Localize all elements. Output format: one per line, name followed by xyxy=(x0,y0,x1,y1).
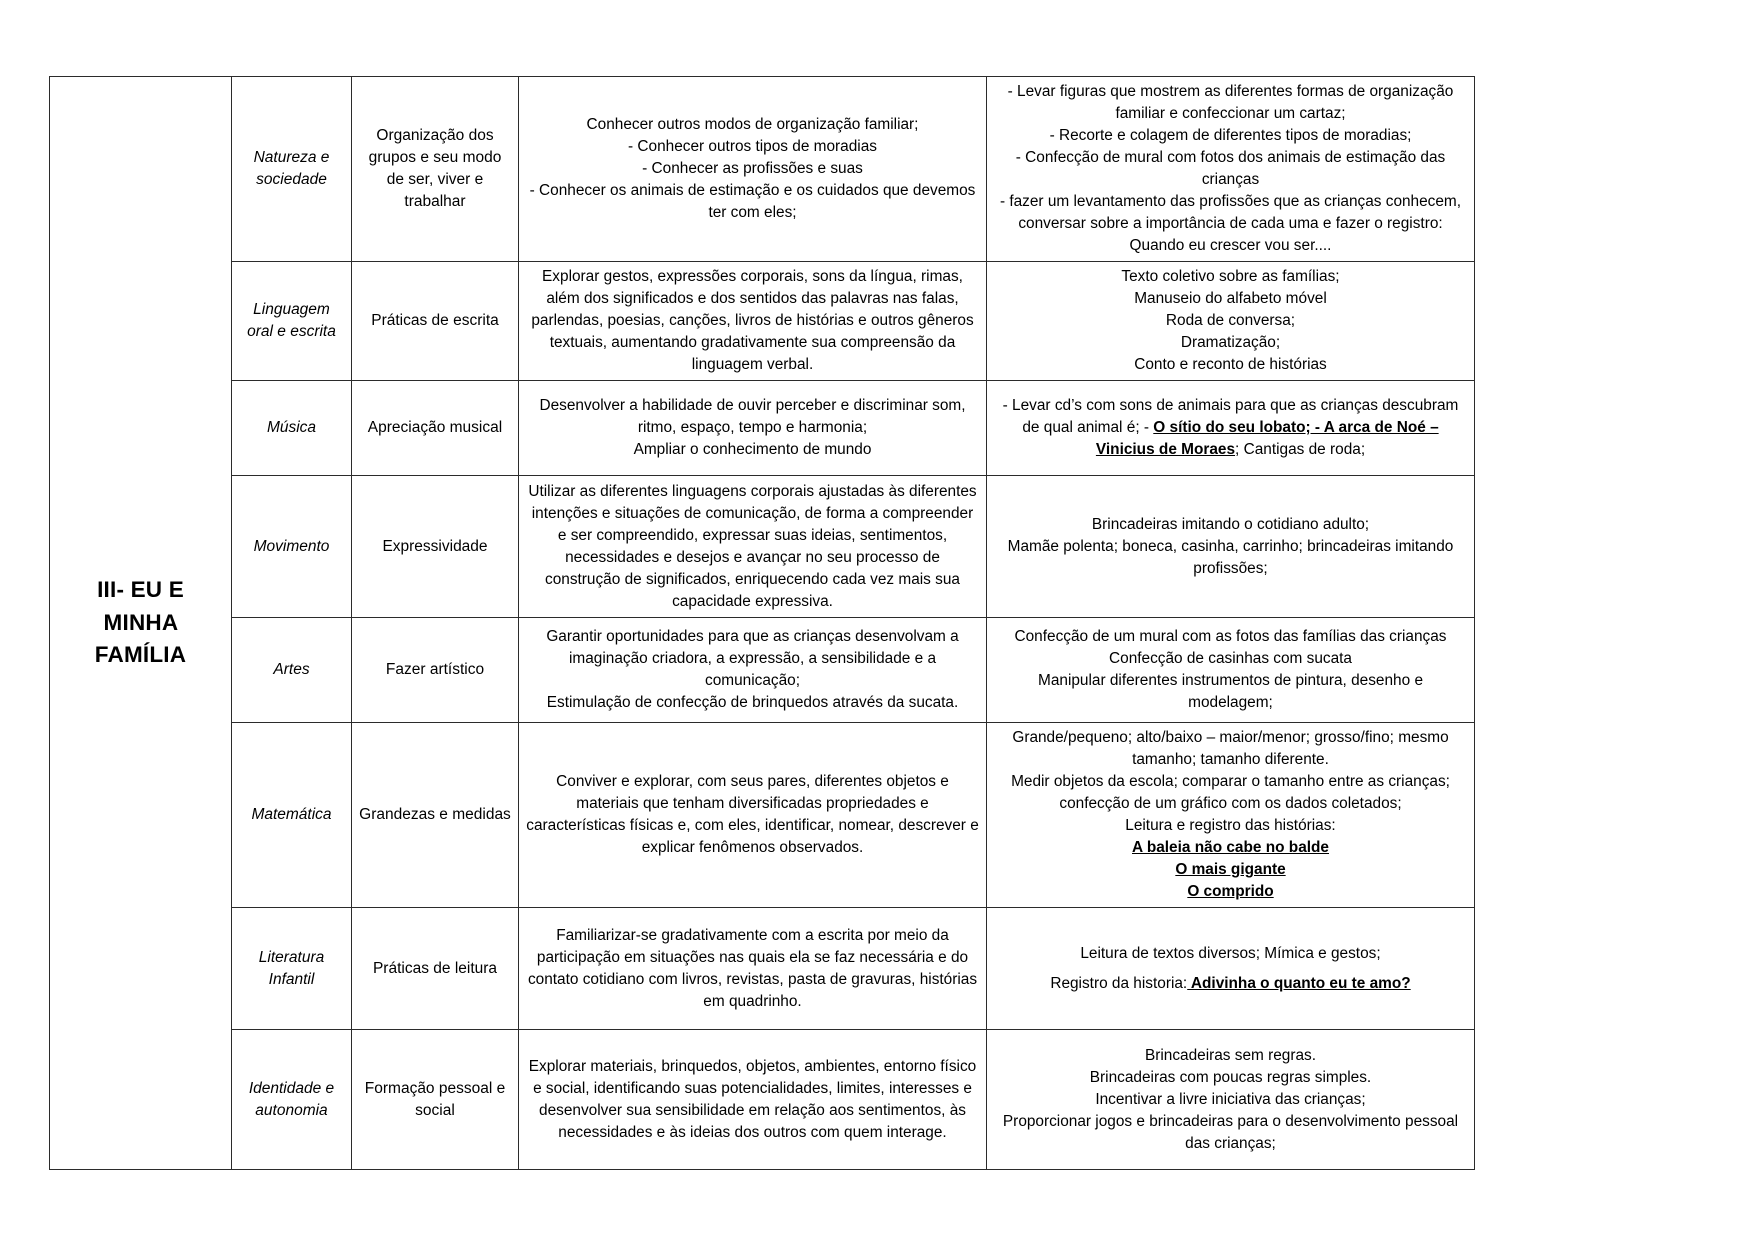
activity-line: Conto e reconto de histórias xyxy=(1134,356,1327,374)
objectives-cell: Explorar gestos, expressões corporais, sons da língua, rimas, além dos significados e dos sentidos das palavras nas falas, parlendas, poesias, canções, livros de histórias e outros gêneros textuais, aumentando gradativamente sua compreensão da linguagem verbal. xyxy=(519,262,987,381)
area-line: Matemática xyxy=(251,806,332,824)
activity-fragment: Registro da historia: xyxy=(1050,975,1188,993)
theme-title-line-1: III- EU E xyxy=(97,577,184,603)
objective-line: - Conhecer outros tipos de moradias xyxy=(628,138,877,156)
objectives-cell: Familiarizar-se gradativamente com a escrita por meio da participação em situações nas quais ela se faz necessária e do contato cotidiano com livros, revistas, pasta de gravuras, histórias em quadrinho. xyxy=(519,908,987,1030)
objectives-cell: Utilizar as diferentes linguagens corporais ajustadas às diferentes intenções e situações de comunicação, de forma a compreender e ser compreendido, expressar suas ideias, sentimentos, necessidades e desejos e avançar no seu processo de construção de significados, enriquecendo cada vez mais sua capacidade expressiva. xyxy=(519,476,987,618)
activity-book-title: A baleia não cabe no balde xyxy=(1132,839,1329,857)
activity-line xyxy=(994,973,1467,995)
area-line: Literatura xyxy=(258,949,325,967)
activity-line: Brincadeiras com poucas regras simples. xyxy=(1089,1068,1372,1086)
activity-line: Brincadeiras sem regras. xyxy=(1144,1046,1317,1064)
activity-line: Mamãe polenta; boneca, casinha, carrinho; brincadeiras imitando profissões; xyxy=(1007,537,1454,577)
activity-line: Roda de conversa; xyxy=(1165,312,1296,330)
objectives-cell xyxy=(519,77,987,262)
objective-line: Garantir oportunidades para que as crianças desenvolvam a imaginação criadora, a expressão, a sensibilidade e a comunicação; xyxy=(546,628,959,690)
activity-line: Incentivar a livre iniciativa das crianças; xyxy=(1095,1090,1366,1108)
area-line: Música xyxy=(266,419,317,437)
activity-line: Medir objetos da escola; comparar o tamanho entre as crianças; confecção de um gráfico com os dados coletados; xyxy=(1011,773,1450,813)
activities-cell xyxy=(987,381,1475,476)
planning-table-body xyxy=(50,77,1475,1170)
area-line: Natureza e xyxy=(253,149,330,167)
area-line: sociedade xyxy=(256,171,327,189)
area-cell xyxy=(232,618,352,723)
content-cell: Práticas de escrita xyxy=(352,262,519,381)
activities-cell xyxy=(987,723,1475,908)
activities-cell xyxy=(987,77,1475,262)
area-line: Infantil xyxy=(268,970,315,988)
area-cell xyxy=(232,476,352,618)
activity-book-title: O mais gigante xyxy=(1175,861,1286,879)
planning-table-wrapper xyxy=(49,76,1474,1170)
objectives-cell xyxy=(519,618,987,723)
planning-table xyxy=(49,76,1475,1170)
theme-title-line-3: FAMÍLIA xyxy=(94,642,187,668)
objective-line: Estimulação de confecção de brinquedos através da sucata. xyxy=(546,694,959,712)
objective-line: - Conhecer as profissões e suas xyxy=(642,160,863,178)
table-row xyxy=(50,908,1475,1030)
objective-line: Conhecer outros modos de organização familiar; xyxy=(586,116,919,134)
table-row xyxy=(50,476,1475,618)
activities-cell xyxy=(987,1030,1475,1170)
activity-line: - fazer um levantamento das profissões que as crianças conhecem, conversar sobre a importância de cada uma e fazer o registro: Quando eu crescer vou ser.... xyxy=(999,193,1462,255)
content-cell: Formação pessoal e social xyxy=(352,1030,519,1170)
area-cell xyxy=(232,77,352,262)
content-cell: Grandezas e medidas xyxy=(352,723,519,908)
activity-line: Confecção de casinhas com sucata xyxy=(1109,650,1352,668)
content-cell: Organização dos grupos e seu modo de ser, viver e trabalhar xyxy=(352,77,519,262)
content-cell: Expressividade xyxy=(352,476,519,618)
content-cell: Fazer artístico xyxy=(352,618,519,723)
table-row xyxy=(50,77,1475,262)
theme-title-line-2: MINHA xyxy=(103,609,178,635)
area-line: oral e escrita xyxy=(247,323,336,341)
area-cell xyxy=(232,908,352,1030)
activity-book-title: O sítio do seu lobato; - A arca de Noé – Vinicius de Moraes xyxy=(1095,419,1439,459)
area-line: autonomia xyxy=(255,1101,328,1119)
area-line: Linguagem xyxy=(253,301,330,319)
activity-book-title: O comprido xyxy=(1187,883,1274,901)
area-cell xyxy=(232,381,352,476)
objective-line: Desenvolver a habilidade de ouvir perceber e discriminar som, ritmo, espaço, tempo e harmonia; xyxy=(539,397,966,437)
objective-line: - Conhecer os animais de estimação e os cuidados que devemos ter com eles; xyxy=(529,182,976,222)
activity-line: Proporcionar jogos e brincadeiras para o desenvolvimento pessoal das crianças; xyxy=(1002,1112,1459,1152)
table-row xyxy=(50,618,1475,723)
activities-cell xyxy=(987,618,1475,723)
area-line: Artes xyxy=(273,661,310,679)
table-row xyxy=(50,381,1475,476)
theme-title-cell xyxy=(50,77,232,1170)
area-line: Movimento xyxy=(253,537,330,555)
activity-line: Leitura de textos diversos; Mímica e gestos; xyxy=(1080,944,1381,962)
activity-fragment: - Levar cd’s com sons de animais para que as crianças descubram de qual animal é; - xyxy=(1002,397,1459,437)
activity-line: Brincadeiras imitando o cotidiano adulto; xyxy=(1091,515,1370,533)
area-cell xyxy=(232,1030,352,1170)
objective-line: Ampliar o conhecimento de mundo xyxy=(633,441,872,459)
activity-line: Grande/pequeno; alto/baixo – maior/menor; grosso/fino; mesmo tamanho; tamanho diferente. xyxy=(1012,729,1449,769)
activity-line: Manipular diferentes instrumentos de pintura, desenho e modelagem; xyxy=(1038,672,1423,712)
activity-spacer xyxy=(994,965,1467,973)
activity-line: Texto coletivo sobre as famílias; xyxy=(1121,268,1340,286)
table-row xyxy=(50,1030,1475,1170)
activity-line: - Recorte e colagem de diferentes tipos de moradias; xyxy=(1049,127,1412,145)
activity-line: - Confecção de mural com fotos dos animais de estimação das crianças xyxy=(1015,149,1446,189)
activity-line: Manuseio do alfabeto móvel xyxy=(1134,290,1327,308)
table-row xyxy=(50,723,1475,908)
objectives-cell: Conviver e explorar, com seus pares, diferentes objetos e materiais que tenham diversificadas propriedades e características físicas e, com eles, identificar, nomear, descrever e explicar fenômenos observados. xyxy=(519,723,987,908)
table-row xyxy=(50,262,1475,381)
objectives-cell xyxy=(519,381,987,476)
content-cell: Apreciação musical xyxy=(352,381,519,476)
activity-fragment: ; Cantigas de roda; xyxy=(1235,441,1366,459)
activity-line: - Levar figuras que mostrem as diferentes formas de organização familiar e confeccionar um cartaz; xyxy=(1007,83,1454,123)
area-line: Identidade e xyxy=(248,1080,335,1098)
activities-cell xyxy=(987,476,1475,618)
activity-line: Dramatização; xyxy=(1180,334,1281,352)
activity-line: Confecção de um mural com as fotos das famílias das crianças xyxy=(1014,628,1447,646)
activity-line: Leitura e registro das histórias: xyxy=(1125,817,1336,835)
content-cell: Práticas de leitura xyxy=(352,908,519,1030)
area-cell xyxy=(232,262,352,381)
activities-cell xyxy=(987,908,1475,1030)
objectives-cell: Explorar materiais, brinquedos, objetos, ambientes, entorno físico e social, identificando suas potencialidades, limites, interesses e desenvolver sua sensibilidade em relação aos sentimentos, às necessidades e às ideias dos outros com quem interage. xyxy=(519,1030,987,1170)
activity-book-title: Adivinha o quanto eu te amo? xyxy=(1187,975,1411,993)
area-cell xyxy=(232,723,352,908)
activities-cell xyxy=(987,262,1475,381)
